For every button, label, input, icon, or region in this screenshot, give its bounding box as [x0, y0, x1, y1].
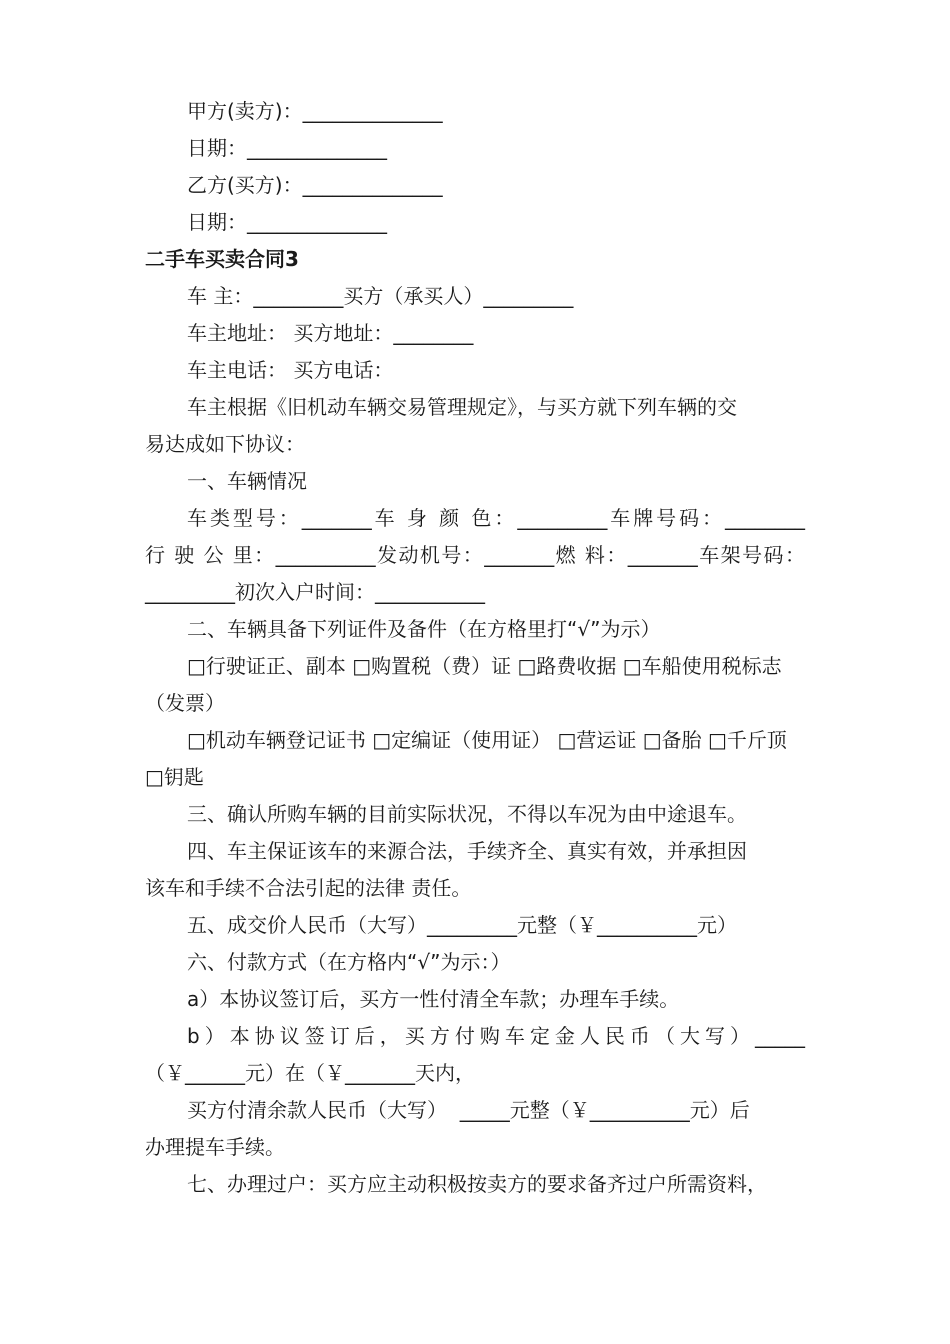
documents-checklist-line-1b: （发票）: [145, 691, 225, 715]
payment-option-b-line-1: b）本协议签订后，买方付购车定金人民币（大写）_____: [187, 1024, 805, 1048]
section-2-title: 二、车辆具备下列证件及备件（在方格里打“√”为示）: [187, 617, 661, 641]
vehicle-info-line-3: _________初次入户时间：___________: [145, 580, 485, 604]
section-4-line-1: 四、车主保证该车的来源合法，手续齐全、真实有效，并承担因: [187, 839, 747, 863]
owner-buyer-line: 车 主：_________买方（承买人）_________: [187, 284, 574, 308]
party-a-date-line: 日期：______________: [187, 136, 387, 160]
payment-balance-line-1: 买方付清余款人民币（大写） _____元整（￥__________元）后: [187, 1098, 750, 1122]
party-b-date-line: 日期：______________: [187, 210, 387, 234]
section-5-price: 五、成交价人民币（大写）_________元整（￥__________元）: [187, 913, 737, 937]
section-4-line-2: 该车和手续不合法引起的法律 责任。: [145, 876, 472, 900]
vehicle-info-line-2: 行 驶 公 里：__________发动机号：_______燃 料：_______车架号码：: [145, 543, 805, 567]
documents-checklist-line-1: □行驶证正、副本 □购置税（费）证 □路费收据 □车船使用税标志: [187, 654, 782, 678]
party-b-signature-line: 乙方(买方)：______________: [187, 173, 443, 197]
payment-option-b-line-2: （￥______元）在（￥_______天内，: [145, 1061, 475, 1085]
payment-option-a: a）本协议签订后，买方一性付清全车款；办理车手续。: [187, 987, 680, 1011]
section-7-transfer: 七、办理过户：买方应主动积极按卖方的要求备齐过户所需资料，: [187, 1172, 767, 1196]
section-6-title: 六、付款方式（在方格内“√”为示：）: [187, 950, 511, 974]
intro-paragraph-line-1: 车主根据《旧机动车辆交易管理规定》，与买方就下列车辆的交: [187, 395, 737, 419]
party-a-signature-line: 甲方(卖方)：______________: [187, 99, 443, 123]
documents-checklist-line-2b: □钥匙: [145, 765, 204, 789]
phone-line: 车主电话： 买方电话：: [187, 358, 394, 382]
section-1-title: 一、车辆情况: [187, 469, 307, 493]
section-3: 三、确认所购车辆的目前实际状况，不得以车况为由中途退车。: [187, 802, 747, 826]
payment-balance-line-2: 办理提车手续。: [145, 1135, 285, 1159]
vehicle-info-line-1: 车类型号：_______车 身 颜 色：_________车牌号码：________: [187, 506, 805, 530]
intro-paragraph-line-2: 易达成如下协议：: [145, 432, 305, 456]
address-line: 车主地址： 买方地址：________: [187, 321, 474, 345]
contract-title: 二手车买卖合同3: [145, 247, 299, 271]
documents-checklist-line-2: □机动车辆登记证书 □定编证（使用证） □营运证 □备胎 □千斤顶: [187, 728, 787, 752]
